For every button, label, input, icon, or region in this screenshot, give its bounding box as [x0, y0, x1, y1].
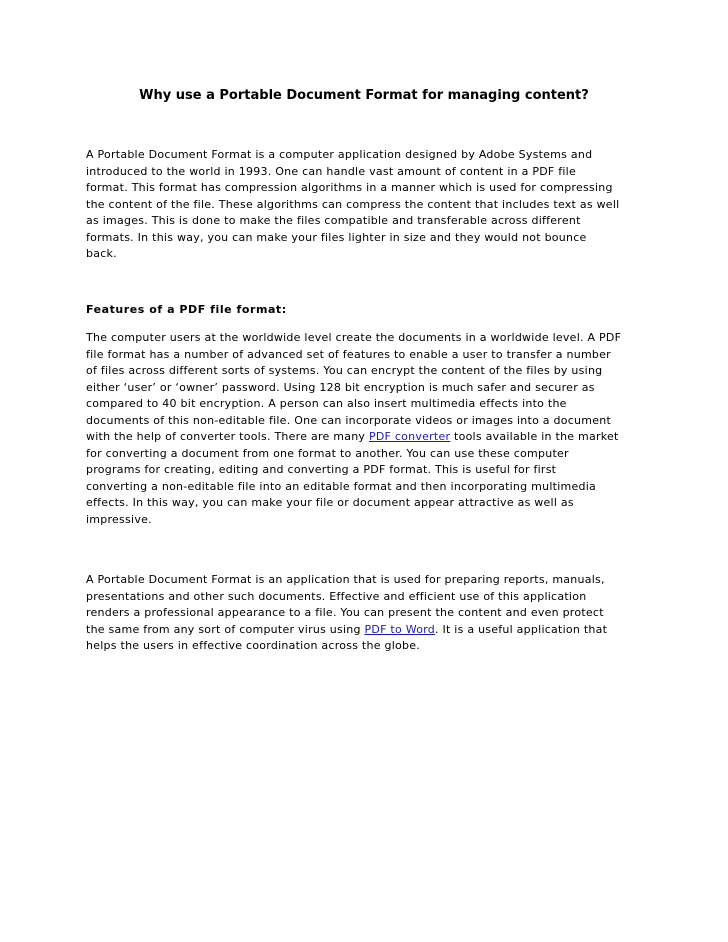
features-line: The computer users at the worldwide level create the documents in a worldwide level. A PDF — [86, 331, 622, 344]
features-line: either ‘user’ or ‘owner’ password. Using 128 bit encryption is much safer and securer as — [86, 380, 595, 394]
features-line: documents of this non-editable file. One can incorporate videos or images into a document — [86, 413, 612, 427]
features-line: for converting a document from one format to another. You can use these computer — [86, 446, 569, 460]
closing-line: renders a professional appearance to a file. You can present the content and even protect — [86, 606, 604, 619]
closing-line: presentations and other such documents. Effective and efficient use of this application — [86, 589, 587, 603]
features-line: file format has a number of advanced set of features to enable a user to transfer a number — [86, 347, 611, 361]
features-line: converting a non-editable file into an editable format and then incorporating multimedia — [86, 479, 597, 493]
features-link-line — [86, 429, 621, 446]
intro-line: introduced to the world in 1993. One can handle vast amount of content in a PDF file — [86, 164, 577, 178]
features-line: programs for creating, editing and converting a PDF format. This is useful for first — [86, 463, 557, 476]
intro-line: as images. This is done to make the files compatible and transferable across different — [86, 214, 581, 227]
closing-link-suffix: . It is a useful application that — [435, 622, 608, 636]
intro-line: back. — [86, 247, 117, 260]
closing-line: helps the users in effective coordination across the globe. — [86, 639, 420, 652]
features-line: compared to 40 bit encryption. A person can also insert multimedia effects into the — [86, 397, 567, 410]
features-link-prefix: with the help of converter tools. There are many — [86, 430, 369, 443]
intro-line: format. This format has compression algorithms in a manner which is used for compressing — [86, 181, 613, 194]
features-line: of files across different sorts of systems. You can encrypt the content of the files by using — [86, 364, 603, 377]
features-heading: Features of a PDF file format: — [86, 303, 287, 316]
features-line: impressive. — [86, 512, 152, 526]
document-title: Why use a Portable Document Format for managing content? — [139, 88, 589, 103]
closing-link-prefix: the same from any sort of computer virus using — [86, 622, 365, 636]
pdf-converter-link[interactable]: PDF converter — [368, 430, 451, 443]
pdf-to-word-link[interactable]: PDF to Word — [364, 622, 435, 636]
intro-line: A Portable Document Format is a computer application designed by Adobe Systems and — [86, 148, 593, 161]
closing-paragraph — [86, 572, 607, 655]
intro-line: the content of the file. These algorithms can compress the content that includes text as well — [86, 197, 620, 211]
intro-paragraph — [86, 147, 619, 263]
features-link-suffix: tools available in the market — [450, 430, 619, 443]
intro-line: formats. In this way, you can make your files lighter in size and they would not bounce — [86, 230, 587, 244]
closing-line: A Portable Document Format is an application that is used for preparing reports, manuals, — [86, 573, 605, 586]
features-paragraph — [86, 330, 621, 528]
features-line: effects. In this way, you can make your file or document appear attractive as well as — [86, 496, 574, 509]
closing-link-line — [86, 622, 607, 639]
